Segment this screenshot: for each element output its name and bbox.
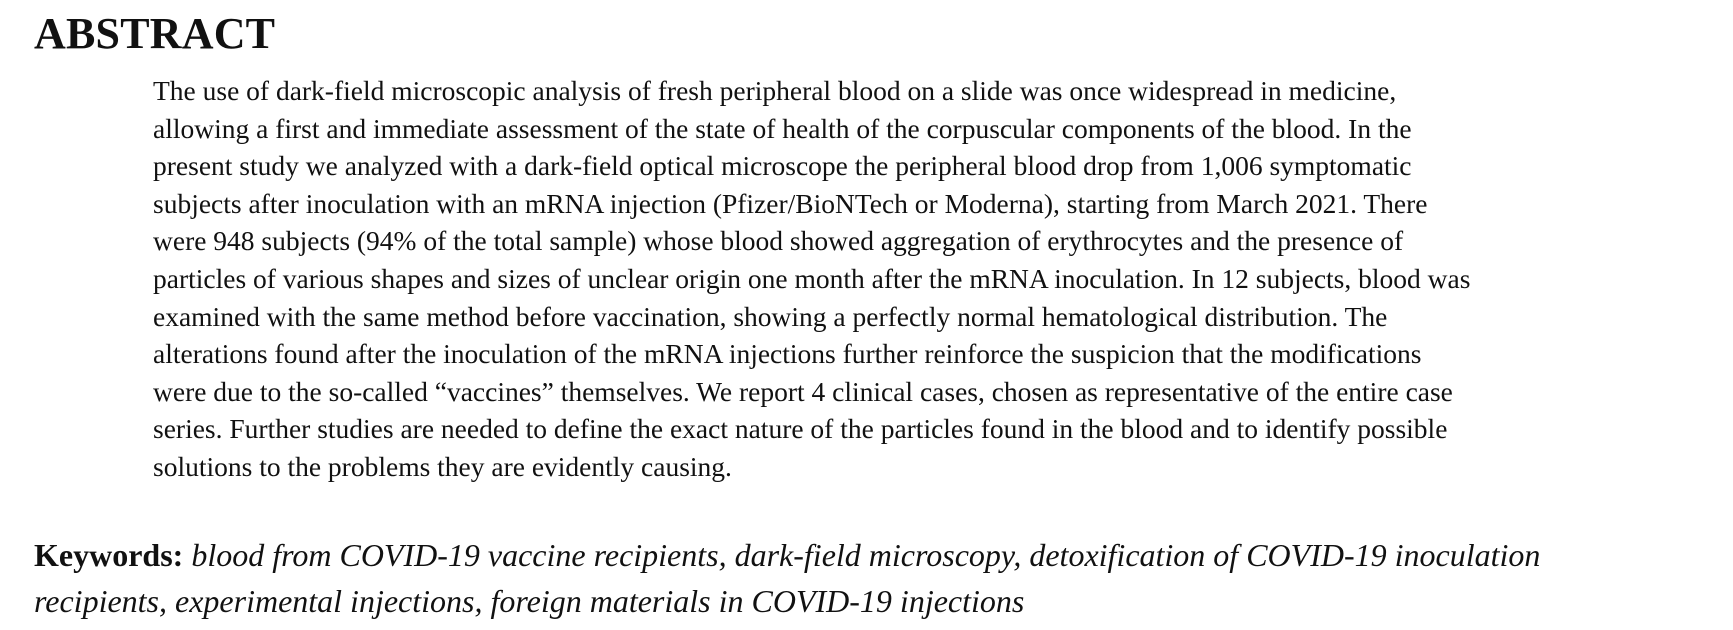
abstract-line: The use of dark-field microscopic analysis of fresh peripheral blood on a slide was once widespread in medicine, — [153, 75, 1397, 106]
abstract-body — [153, 72, 1725, 486]
abstract-heading: ABSTRACT — [34, 9, 276, 58]
keywords-text-1: blood from COVID-19 vaccine recipients, dark-field microscopy, detoxification of COVID-19 inoculation — [191, 537, 1541, 573]
abstract-line: examined with the same method before vaccination, showing a perfectly normal hematological distribution. The — [153, 300, 1388, 332]
abstract-line: series. Further studies are needed to define the exact nature of the particles found in the blood and to identify possible — [153, 413, 1448, 445]
keywords-text-2: recipients, experimental injections, foreign materials in COVID-19 injections — [34, 583, 1025, 619]
abstract-line: were due to the so-called “vaccines” themselves. We report 4 clinical cases, chosen as representative of the entire case — [153, 375, 1453, 407]
abstract-line: present study we analyzed with a dark-field optical microscope the peripheral blood drop from 1,006 symptomatic — [153, 150, 1412, 182]
abstract-line: particles of various shapes and sizes of unclear origin one month after the mRNA inoculation. In 12 subjects, blood was — [153, 262, 1471, 294]
keywords-line-1 — [34, 532, 1724, 578]
abstract-line: subjects after inoculation with an mRNA injection (Pfizer/BioNTech or Moderna), starting from March 2021. There — [153, 187, 1428, 219]
abstract-line: solutions to the problems they are evidently causing. — [153, 450, 732, 482]
abstract-line: were 948 subjects (94% of the total sample) whose blood showed aggregation of erythrocytes and the presence of — [153, 225, 1404, 257]
abstract-line: allowing a first and immediate assessment of the state of health of the corpuscular components of the blood. In the — [153, 112, 1412, 144]
keywords-label: Keywords: — [34, 537, 184, 573]
abstract-line: alterations found after the inoculation of the mRNA injections further reinforce the suspicion that the modifications — [153, 338, 1422, 370]
keywords-section — [34, 532, 1724, 624]
